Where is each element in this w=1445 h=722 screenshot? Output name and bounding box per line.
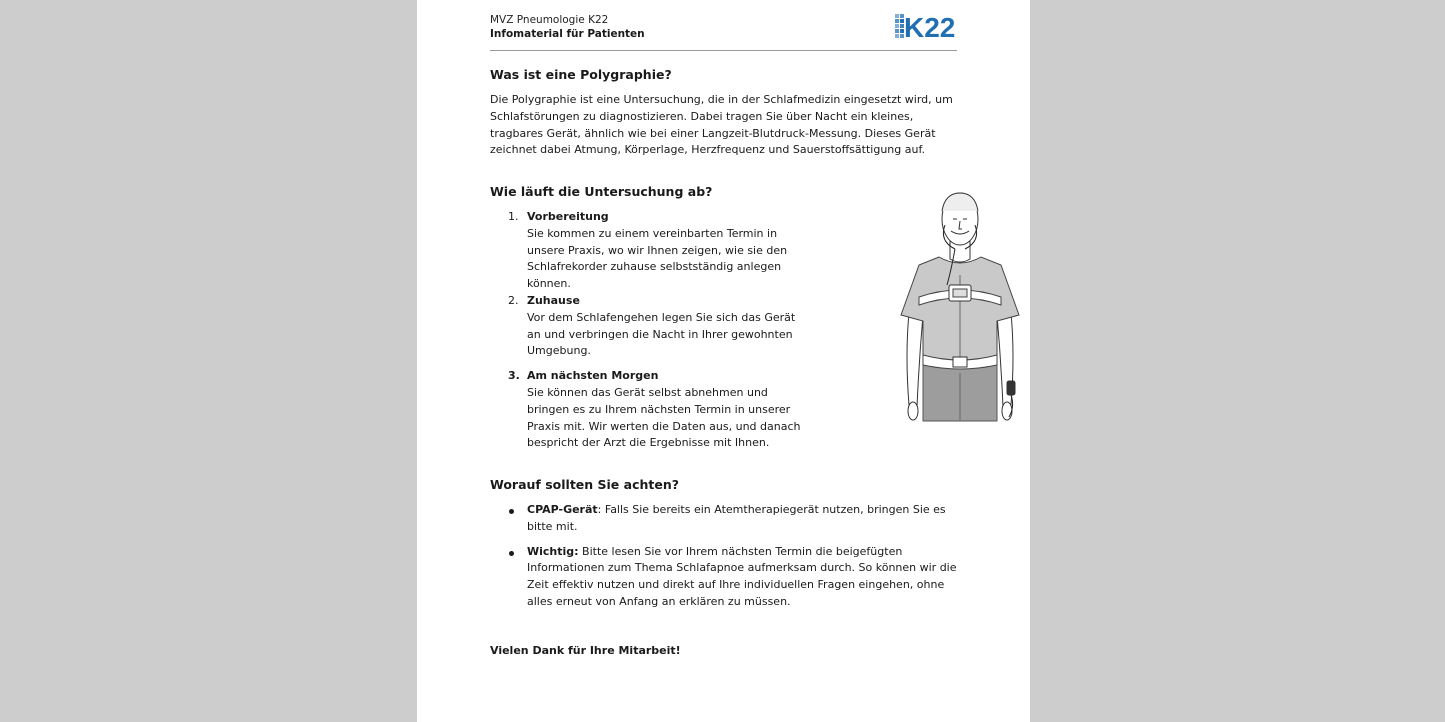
step-number: 3. xyxy=(508,369,520,383)
document-header xyxy=(490,12,957,51)
section-title-polygraphie: Was ist eine Polygraphie? xyxy=(490,67,672,82)
note-text: Bitte lesen Sie vor Ihrem nächsten Termin die beigefügten Informationen zum Thema Schlafapnoe aufmerksam durch. So können wir die Zeit effektiv nutzen und direkt auf Ihre individuellen Fragen eingehen, ohne alles erneut von Anfang an erklären zu müssen. xyxy=(527,544,957,608)
section-body-polygraphie: Die Polygraphie ist eine Untersuchung, die in der Schlafmedizin eingesetzt wird, um Schlafstörungen zu diagnostizieren. Dabei tragen Sie über Nacht ein kleines, tragbares Gerät, ähnlich wie bei einer Langzeit-Blutdruck-Messung. Dieses Gerät zeichnet dabei Atmung, Körperlage, Herzfrequenz und Sauerstoffsättigung auf. xyxy=(490,93,953,157)
document-type: Infomaterial für Patienten xyxy=(490,28,645,40)
step-number: 1. xyxy=(508,210,519,223)
k22-logo-icon xyxy=(895,12,957,40)
note-text: : Falls Sie bereits ein Atemtherapiegerät nutzen, bringen Sie es bitte mit. xyxy=(527,503,946,533)
document-page xyxy=(417,0,1030,722)
note-label: Wichtig: xyxy=(527,544,579,558)
step-text: Sie kommen zu einem vereinbarten Termin in unsere Praxis, wo wir Ihnen zeigen, wie sie den Schlafrekorder zuhause selbstständig anlegen können. xyxy=(527,226,788,291)
closing-text: Vielen Dank für Ihre Mitarbeit! xyxy=(490,644,681,657)
list-item xyxy=(490,293,810,360)
list-item xyxy=(490,502,957,536)
list-item xyxy=(490,368,810,452)
step-number: 2. xyxy=(508,293,519,307)
bullet-icon xyxy=(509,509,514,514)
organization-name: MVZ Pneumologie K22 xyxy=(490,14,609,26)
note-label: CPAP-Gerät xyxy=(527,503,598,516)
step-text: Sie können das Gerät selbst abnehmen und bringen es zu Ihrem nächsten Termin in unserer Praxis mit. Wir werten die Daten aus, und danach bespricht der Arzt die Ergebnisse mit Ihnen. xyxy=(527,385,801,450)
bullet-icon xyxy=(509,551,514,556)
person-wearing-polygraphy-device-icon xyxy=(895,185,1025,423)
list-item xyxy=(490,544,957,611)
step-text: Vor dem Schlafengehen legen Sie sich das Gerät an und verbringen die Nacht in Ihrer gewohnten Umgebung. xyxy=(527,310,796,358)
steps-list xyxy=(490,209,810,452)
notes-list xyxy=(490,502,957,619)
logo-text: K22 xyxy=(904,12,956,40)
list-item xyxy=(490,209,810,293)
section-title-hinweise: Worauf sollten Sie achten? xyxy=(490,477,679,492)
section-title-ablauf: Wie läuft die Untersuchung ab? xyxy=(490,184,713,199)
step-title: Zuhause xyxy=(527,293,580,307)
step-title: Am nächsten Morgen xyxy=(527,369,659,383)
step-title: Vorbereitung xyxy=(527,210,609,223)
